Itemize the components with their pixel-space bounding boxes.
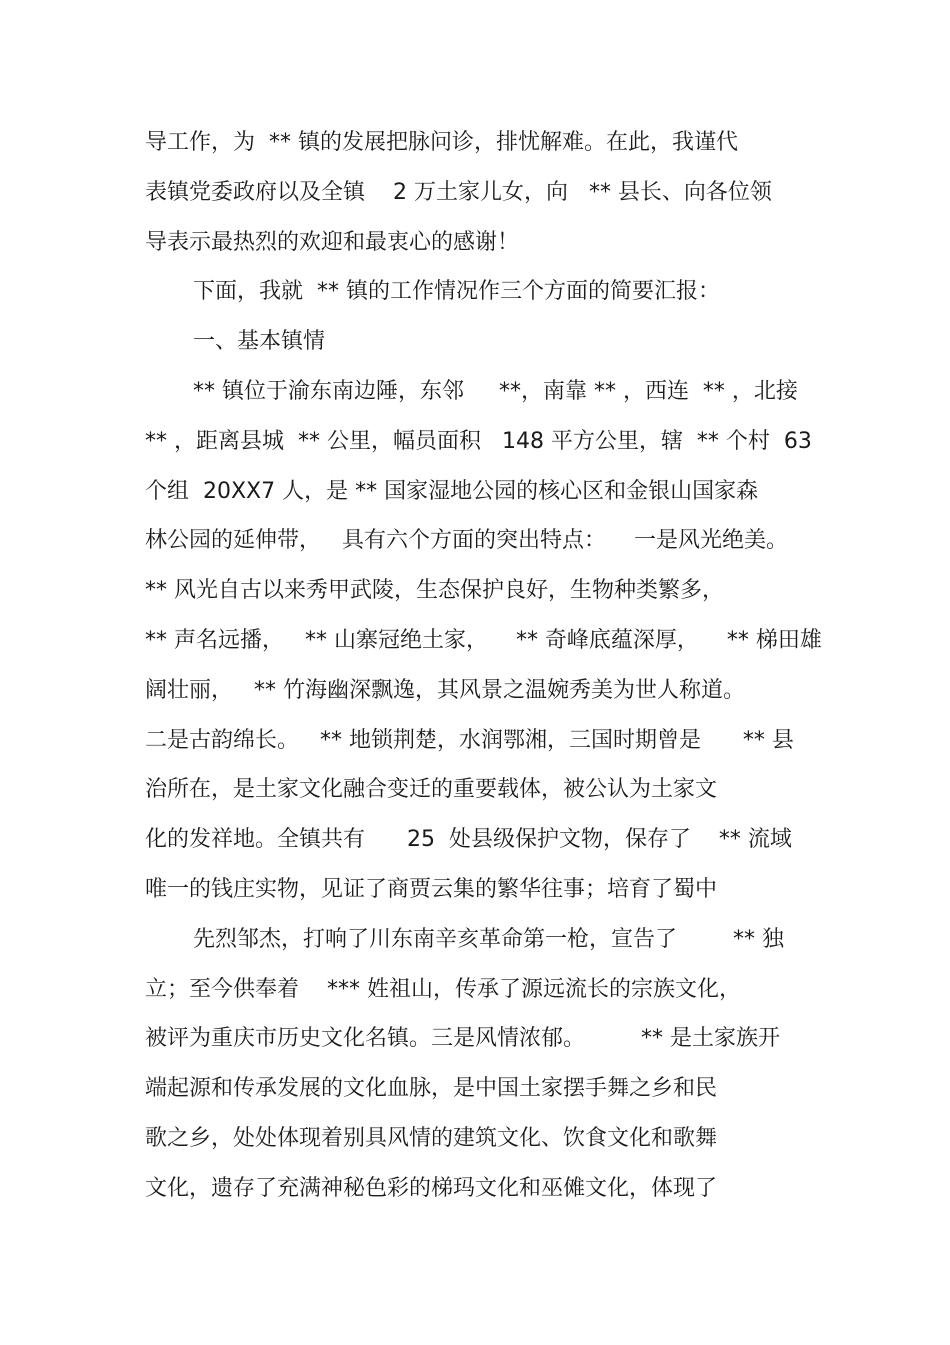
- text-line-16: 唯一的钱庄实物，见证了商贾云集的繁华往事；培育了蜀中: [145, 876, 718, 902]
- text-line-7: ** ，距离县城 ** 公里，幅员面积 148 平方公里，辖 ** 个村 63: [145, 428, 812, 454]
- text-line-8: 个组 20XX7 人，是 ** 国家湿地公园的核心区和金银山国家森: [145, 478, 759, 504]
- text-line-6: ** 镇位于渝东南边陲，东邻 **，南靠 ** ，西连 ** ，北接: [193, 378, 798, 404]
- text-line-1: 导工作，为 ** 镇的发展把脉问诊，排忧解难。在此，我谨代: [145, 130, 738, 155]
- text-line-22: 文化，遗存了充满神秘色彩的梯玛文化和巫傩文化，体现了: [145, 1175, 718, 1201]
- text-line-20: 端起源和传承发展的文化血脉，是中国土家摆手舞之乡和民: [145, 1076, 718, 1102]
- text-line-14: 治所在，是土家文化融合变迁的重要载体，被公认为土家文: [145, 777, 718, 803]
- text-line-12: 阔壮丽， ** 竹海幽深飘逸，其风景之温婉秀美为世人称道。: [145, 677, 745, 703]
- text-line-18: 立；至今供奉着 *** 姓祖山，传承了源远流长的宗族文化，: [145, 976, 741, 1002]
- text-line-10: ** 风光自古以来秀甲武陵，生态保护良好，生物种类繁多，: [145, 578, 724, 604]
- text-line-3: 导表示最热烈的欢迎和最衷心的感谢！: [145, 229, 520, 255]
- text-line-11: ** 声名远播， ** 山寨冠绝土家， ** 奇峰底蕴深厚， ** 梯田雄: [145, 627, 822, 653]
- text-line-2: 表镇党委政府以及全镇 2 万土家儿女，向 ** 县长、向各位领: [145, 179, 772, 205]
- body-text: [145, 118, 825, 1214]
- section-heading: 一、基本镇情: [193, 329, 326, 355]
- text-line-15: 化的发祥地。全镇共有 25 处县级保护文物，保存了 ** 流域: [145, 827, 792, 853]
- text-line-19: 被评为重庆市历史文化名镇。三是风情浓郁。 ** 是土家族开: [145, 1026, 780, 1052]
- text-line-4: 下面，我就 ** 镇的工作情况作三个方面的简要汇报：: [193, 279, 720, 305]
- text-line-9: 林公园的延伸带， 具有六个方面的突出特点： 一是风光绝美。: [145, 528, 788, 554]
- text-line-13: 二是古韵绵长。 ** 地锁荆楚，水润鄂湘，三国时期曾是 ** 县: [145, 727, 794, 753]
- text-line-17: 先烈邹杰，打响了川东南辛亥革命第一枪，宣告了 ** 独: [193, 926, 784, 952]
- text-line-21: 歌之乡，处处体现着别具风情的建筑文化、饮食文化和歌舞: [145, 1125, 718, 1151]
